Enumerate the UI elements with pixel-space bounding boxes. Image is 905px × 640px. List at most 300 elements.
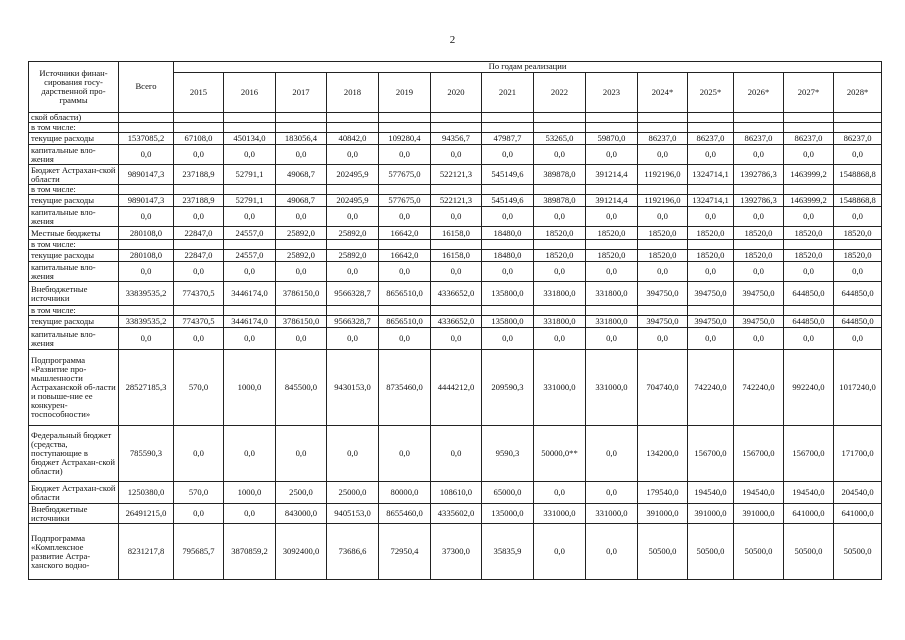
- cell-year-value: [379, 113, 431, 123]
- header-year: 2022: [534, 73, 586, 113]
- cell-year-value: 0,0: [327, 207, 379, 227]
- cell-year-value: 25000,0: [327, 482, 379, 504]
- cell-year-value: [431, 123, 482, 133]
- cell-year-value: 570,0: [174, 482, 224, 504]
- cell-year-value: 80000,0: [379, 482, 431, 504]
- cell-year-value: 0,0: [834, 145, 882, 165]
- cell-year-value: 86237,0: [734, 133, 784, 145]
- cell-year-value: [784, 185, 834, 195]
- cell-year-value: 179540,0: [638, 482, 688, 504]
- cell-year-value: 0,0: [688, 262, 734, 282]
- cell-year-value: [224, 113, 276, 123]
- cell-year-value: 202495,9: [327, 195, 379, 207]
- cell-year-value: 774370,5: [174, 316, 224, 328]
- cell-year-value: 18520,0: [638, 227, 688, 240]
- cell-year-value: [834, 306, 882, 316]
- cell-year-value: 394750,0: [734, 316, 784, 328]
- cell-year-value: 545149,6: [482, 195, 534, 207]
- cell-year-value: [276, 123, 327, 133]
- cell-year-value: 67108,0: [174, 133, 224, 145]
- cell-year-value: [834, 113, 882, 123]
- cell-year-value: 331000,0: [534, 350, 586, 426]
- row-label: текущие расходы: [29, 195, 119, 207]
- row-label: в том числе:: [29, 306, 119, 316]
- cell-year-value: 1192196,0: [638, 165, 688, 185]
- cell-year-value: 0,0: [586, 328, 638, 350]
- cell-year-value: 50500,0: [834, 524, 882, 580]
- cell-year-value: 1548868,8: [834, 195, 882, 207]
- cell-year-value: 0,0: [784, 207, 834, 227]
- cell-year-value: 1463999,2: [784, 165, 834, 185]
- table-row: [29, 240, 882, 250]
- cell-year-value: 18520,0: [586, 250, 638, 262]
- cell-year-value: [586, 240, 638, 250]
- cell-year-value: [534, 240, 586, 250]
- cell-year-value: [734, 240, 784, 250]
- header-year: 2028*: [834, 73, 882, 113]
- cell-year-value: 194540,0: [734, 482, 784, 504]
- cell-year-value: 65000,0: [482, 482, 534, 504]
- cell-year-value: [174, 240, 224, 250]
- cell-year-value: 0,0: [734, 145, 784, 165]
- table-row: [29, 524, 882, 580]
- header-by-years: По годам реализации: [174, 62, 882, 73]
- cell-year-value: 389878,0: [534, 195, 586, 207]
- row-label: ской области): [29, 113, 119, 123]
- cell-total: 9890147,3: [119, 165, 174, 185]
- cell-year-value: 4444212,0: [431, 350, 482, 426]
- cell-year-value: [534, 306, 586, 316]
- table-row: [29, 133, 882, 145]
- cell-year-value: 577675,0: [379, 165, 431, 185]
- cell-year-value: 52791,1: [224, 165, 276, 185]
- cell-year-value: 0,0: [174, 504, 224, 524]
- cell-year-value: [276, 240, 327, 250]
- cell-year-value: 52791,1: [224, 195, 276, 207]
- cell-year-value: 391214,4: [586, 165, 638, 185]
- cell-year-value: 1000,0: [224, 350, 276, 426]
- cell-year-value: 59870,0: [586, 133, 638, 145]
- cell-year-value: 18520,0: [638, 250, 688, 262]
- cell-year-value: 545149,6: [482, 165, 534, 185]
- cell-year-value: 1463999,2: [784, 195, 834, 207]
- cell-year-value: 2500,0: [276, 482, 327, 504]
- cell-year-value: [534, 185, 586, 195]
- cell-year-value: [534, 123, 586, 133]
- cell-year-value: 0,0: [431, 262, 482, 282]
- cell-year-value: 18520,0: [784, 250, 834, 262]
- cell-year-value: 3786150,0: [276, 316, 327, 328]
- cell-year-value: 331800,0: [586, 316, 638, 328]
- header-year: 2021: [482, 73, 534, 113]
- cell-year-value: 108610,0: [431, 482, 482, 504]
- cell-year-value: 0,0: [586, 207, 638, 227]
- row-label: в том числе:: [29, 123, 119, 133]
- cell-year-value: 795685,7: [174, 524, 224, 580]
- cell-year-value: 18480,0: [482, 250, 534, 262]
- cell-year-value: [379, 123, 431, 133]
- table-row: [29, 328, 882, 350]
- cell-year-value: 25892,0: [327, 250, 379, 262]
- cell-year-value: 0,0: [276, 145, 327, 165]
- row-label: Внебюджетные источники: [29, 504, 119, 524]
- cell-year-value: 73686,6: [327, 524, 379, 580]
- cell-year-value: 183056,4: [276, 133, 327, 145]
- row-label: Внебюджетные источники: [29, 282, 119, 306]
- table-row: [29, 227, 882, 240]
- cell-year-value: [784, 123, 834, 133]
- header-year: 2027*: [784, 73, 834, 113]
- cell-year-value: [784, 240, 834, 250]
- cell-year-value: 18520,0: [688, 227, 734, 240]
- cell-total: 0,0: [119, 262, 174, 282]
- cell-year-value: 0,0: [379, 262, 431, 282]
- header-year: 2026*: [734, 73, 784, 113]
- cell-year-value: 9566328,7: [327, 316, 379, 328]
- cell-year-value: 9590,3: [482, 426, 534, 482]
- cell-year-value: 644850,0: [784, 316, 834, 328]
- cell-year-value: 0,0: [534, 262, 586, 282]
- cell-year-value: 86237,0: [834, 133, 882, 145]
- cell-year-value: 156700,0: [734, 426, 784, 482]
- row-label: текущие расходы: [29, 250, 119, 262]
- cell-year-value: [327, 240, 379, 250]
- cell-year-value: 35835,9: [482, 524, 534, 580]
- cell-year-value: 0,0: [379, 207, 431, 227]
- row-label: Федеральный бюджет (средства, поступающие в бюджет Астрахан-ской области): [29, 426, 119, 482]
- cell-year-value: [734, 185, 784, 195]
- cell-year-value: 0,0: [327, 426, 379, 482]
- row-label: капитальные вло-жения: [29, 145, 119, 165]
- cell-year-value: 49068,7: [276, 195, 327, 207]
- cell-year-value: 3446174,0: [224, 316, 276, 328]
- cell-year-value: 331800,0: [534, 316, 586, 328]
- cell-year-value: 1192196,0: [638, 195, 688, 207]
- cell-year-value: 0,0: [784, 145, 834, 165]
- cell-year-value: 16642,0: [379, 250, 431, 262]
- cell-year-value: 0,0: [586, 262, 638, 282]
- cell-year-value: [534, 113, 586, 123]
- header-year: 2024*: [638, 73, 688, 113]
- cell-year-value: 742240,0: [734, 350, 784, 426]
- cell-year-value: 0,0: [224, 262, 276, 282]
- cell-year-value: [431, 113, 482, 123]
- cell-year-value: 135000,0: [482, 504, 534, 524]
- cell-year-value: 24557,0: [224, 227, 276, 240]
- cell-year-value: 0,0: [174, 207, 224, 227]
- cell-year-value: [638, 123, 688, 133]
- cell-year-value: 0,0: [638, 145, 688, 165]
- cell-year-value: 394750,0: [688, 282, 734, 306]
- cell-total: 28527185,3: [119, 350, 174, 426]
- cell-total: 0,0: [119, 145, 174, 165]
- cell-year-value: 0,0: [586, 524, 638, 580]
- header-year: 2016: [224, 73, 276, 113]
- cell-year-value: 0,0: [276, 328, 327, 350]
- table-row: [29, 504, 882, 524]
- cell-total: 33839535,2: [119, 316, 174, 328]
- cell-year-value: 331800,0: [586, 282, 638, 306]
- cell-year-value: 0,0: [534, 207, 586, 227]
- table-row: [29, 113, 882, 123]
- cell-year-value: 134200,0: [638, 426, 688, 482]
- cell-year-value: [482, 113, 534, 123]
- cell-year-value: 53265,0: [534, 133, 586, 145]
- cell-total: 785590,3: [119, 426, 174, 482]
- cell-year-value: 0,0: [224, 207, 276, 227]
- cell-total: 280108,0: [119, 227, 174, 240]
- cell-year-value: [276, 113, 327, 123]
- cell-year-value: 204540,0: [834, 482, 882, 504]
- cell-year-value: 18520,0: [734, 227, 784, 240]
- cell-total: 1250380,0: [119, 482, 174, 504]
- cell-year-value: 0,0: [688, 328, 734, 350]
- cell-year-value: [379, 185, 431, 195]
- cell-year-value: 9430153,0: [327, 350, 379, 426]
- cell-year-value: 72950,4: [379, 524, 431, 580]
- cell-year-value: [327, 185, 379, 195]
- cell-year-value: 4335602,0: [431, 504, 482, 524]
- cell-year-value: 47987,7: [482, 133, 534, 145]
- cell-year-value: 0,0: [734, 207, 784, 227]
- cell-year-value: 394750,0: [638, 282, 688, 306]
- cell-year-value: 0,0: [431, 145, 482, 165]
- cell-year-value: 1324714,1: [688, 195, 734, 207]
- cell-year-value: 202495,9: [327, 165, 379, 185]
- cell-year-value: 1017240,0: [834, 350, 882, 426]
- cell-year-value: 0,0: [431, 207, 482, 227]
- cell-year-value: [834, 123, 882, 133]
- cell-year-value: 3446174,0: [224, 282, 276, 306]
- cell-year-value: 237188,9: [174, 195, 224, 207]
- cell-year-value: 16642,0: [379, 227, 431, 240]
- cell-year-value: 394750,0: [638, 316, 688, 328]
- cell-year-value: 18520,0: [734, 250, 784, 262]
- cell-year-value: 644850,0: [834, 282, 882, 306]
- cell-year-value: [688, 185, 734, 195]
- cell-year-value: [638, 306, 688, 316]
- cell-year-value: 135800,0: [482, 282, 534, 306]
- cell-year-value: 394750,0: [734, 282, 784, 306]
- cell-year-value: [276, 306, 327, 316]
- cell-year-value: [327, 113, 379, 123]
- cell-year-value: 0,0: [638, 207, 688, 227]
- cell-year-value: 0,0: [224, 504, 276, 524]
- cell-total: [119, 123, 174, 133]
- cell-year-value: 0,0: [379, 426, 431, 482]
- cell-total: 33839535,2: [119, 282, 174, 306]
- cell-year-value: 570,0: [174, 350, 224, 426]
- cell-total: [119, 240, 174, 250]
- cell-year-value: [174, 185, 224, 195]
- cell-total: 280108,0: [119, 250, 174, 262]
- table-row: [29, 262, 882, 282]
- cell-year-value: 0,0: [688, 207, 734, 227]
- cell-year-value: 774370,5: [174, 282, 224, 306]
- cell-year-value: 742240,0: [688, 350, 734, 426]
- cell-year-value: 25892,0: [327, 227, 379, 240]
- cell-year-value: 237188,9: [174, 165, 224, 185]
- cell-year-value: 156700,0: [784, 426, 834, 482]
- cell-year-value: [834, 240, 882, 250]
- cell-year-value: 331000,0: [586, 350, 638, 426]
- table-row: [29, 207, 882, 227]
- cell-year-value: 94356,7: [431, 133, 482, 145]
- cell-year-value: 49068,7: [276, 165, 327, 185]
- cell-year-value: 0,0: [276, 207, 327, 227]
- cell-year-value: [638, 240, 688, 250]
- cell-year-value: 0,0: [174, 145, 224, 165]
- cell-year-value: 1324714,1: [688, 165, 734, 185]
- cell-year-value: [586, 185, 638, 195]
- cell-year-value: 156700,0: [688, 426, 734, 482]
- cell-year-value: 22847,0: [174, 250, 224, 262]
- table-row: [29, 282, 882, 306]
- row-label: в том числе:: [29, 185, 119, 195]
- row-label: капитальные вло-жения: [29, 207, 119, 227]
- cell-year-value: 0,0: [174, 262, 224, 282]
- cell-year-value: [638, 185, 688, 195]
- cell-year-value: 0,0: [482, 328, 534, 350]
- cell-total: [119, 113, 174, 123]
- cell-year-value: 18520,0: [834, 227, 882, 240]
- cell-year-value: [224, 185, 276, 195]
- cell-year-value: 843000,0: [276, 504, 327, 524]
- cell-year-value: 16158,0: [431, 227, 482, 240]
- cell-year-value: [224, 240, 276, 250]
- table-row: [29, 350, 882, 426]
- cell-year-value: 18520,0: [534, 250, 586, 262]
- cell-year-value: 522121,3: [431, 195, 482, 207]
- header-year: 2023: [586, 73, 638, 113]
- cell-year-value: 0,0: [638, 328, 688, 350]
- cell-year-value: 50500,0: [734, 524, 784, 580]
- table-row: [29, 185, 882, 195]
- cell-year-value: 25892,0: [276, 250, 327, 262]
- cell-year-value: 0,0: [174, 328, 224, 350]
- cell-year-value: 8656510,0: [379, 316, 431, 328]
- header-year: 2025*: [688, 73, 734, 113]
- cell-year-value: 16158,0: [431, 250, 482, 262]
- cell-year-value: [688, 123, 734, 133]
- cell-year-value: 704740,0: [638, 350, 688, 426]
- cell-year-value: 3870859,2: [224, 524, 276, 580]
- cell-year-value: 0,0: [688, 145, 734, 165]
- row-label: капитальные вло-жения: [29, 262, 119, 282]
- cell-year-value: 0,0: [534, 145, 586, 165]
- cell-year-value: [482, 240, 534, 250]
- cell-year-value: 0,0: [276, 426, 327, 482]
- cell-year-value: 391000,0: [638, 504, 688, 524]
- cell-year-value: 0,0: [734, 328, 784, 350]
- cell-year-value: 641000,0: [784, 504, 834, 524]
- cell-year-value: 0,0: [586, 482, 638, 504]
- cell-year-value: 0,0: [534, 482, 586, 504]
- cell-year-value: 22847,0: [174, 227, 224, 240]
- row-label: Подпрограмма «Комплексное развитие Астра-ханского водно-: [29, 524, 119, 580]
- cell-year-value: [482, 123, 534, 133]
- cell-total: [119, 306, 174, 316]
- cell-year-value: 0,0: [784, 328, 834, 350]
- financing-table: [28, 61, 882, 580]
- cell-year-value: [174, 123, 224, 133]
- cell-year-value: 4336652,0: [431, 316, 482, 328]
- cell-year-value: 86237,0: [638, 133, 688, 145]
- cell-year-value: [688, 306, 734, 316]
- cell-year-value: 8655460,0: [379, 504, 431, 524]
- cell-year-value: [224, 306, 276, 316]
- cell-year-value: 4336652,0: [431, 282, 482, 306]
- row-label: в том числе:: [29, 240, 119, 250]
- cell-year-value: [224, 123, 276, 133]
- cell-year-value: [586, 123, 638, 133]
- cell-year-value: [327, 306, 379, 316]
- cell-year-value: 0,0: [224, 145, 276, 165]
- cell-year-value: [784, 306, 834, 316]
- cell-year-value: 25892,0: [276, 227, 327, 240]
- cell-year-value: 3786150,0: [276, 282, 327, 306]
- cell-year-value: 0,0: [276, 262, 327, 282]
- table-row: [29, 145, 882, 165]
- cell-year-value: 0,0: [482, 262, 534, 282]
- cell-year-value: 40842,0: [327, 133, 379, 145]
- cell-year-value: 209590,3: [482, 350, 534, 426]
- cell-year-value: [784, 113, 834, 123]
- row-label: Подпрограмма «Развитие про-мышленности Астраханской об-ласти и повыше-ние ее конкурен-тоспособности»: [29, 350, 119, 426]
- table-row: [29, 482, 882, 504]
- cell-total: [119, 185, 174, 195]
- cell-year-value: 109280,4: [379, 133, 431, 145]
- cell-year-value: [327, 123, 379, 133]
- header-year: 2017: [276, 73, 327, 113]
- cell-year-value: [638, 113, 688, 123]
- cell-year-value: [174, 113, 224, 123]
- cell-year-value: 0,0: [834, 207, 882, 227]
- cell-year-value: 391000,0: [734, 504, 784, 524]
- header-year: 2018: [327, 73, 379, 113]
- cell-year-value: [379, 306, 431, 316]
- cell-year-value: 8656510,0: [379, 282, 431, 306]
- cell-year-value: 389878,0: [534, 165, 586, 185]
- cell-year-value: [431, 306, 482, 316]
- cell-year-value: 50500,0: [688, 524, 734, 580]
- header-year: 2020: [431, 73, 482, 113]
- cell-total: 8231217,8: [119, 524, 174, 580]
- cell-year-value: 0,0: [638, 262, 688, 282]
- cell-year-value: [734, 123, 784, 133]
- cell-year-value: 50000,0**: [534, 426, 586, 482]
- cell-year-value: 3092400,0: [276, 524, 327, 580]
- table-row: [29, 306, 882, 316]
- cell-year-value: 18520,0: [784, 227, 834, 240]
- cell-year-value: 18520,0: [834, 250, 882, 262]
- row-label: Бюджет Астрахан-ской области: [29, 165, 119, 185]
- cell-total: 26491215,0: [119, 504, 174, 524]
- cell-year-value: 0,0: [327, 328, 379, 350]
- cell-year-value: 577675,0: [379, 195, 431, 207]
- cell-year-value: 1392786,3: [734, 195, 784, 207]
- cell-year-value: 394750,0: [688, 316, 734, 328]
- cell-year-value: [482, 306, 534, 316]
- row-label: текущие расходы: [29, 316, 119, 328]
- cell-year-value: 8735460,0: [379, 350, 431, 426]
- cell-year-value: 0,0: [379, 145, 431, 165]
- cell-year-value: 0,0: [534, 328, 586, 350]
- cell-year-value: 845500,0: [276, 350, 327, 426]
- cell-year-value: [688, 240, 734, 250]
- cell-year-value: 331000,0: [586, 504, 638, 524]
- cell-total: 1537085,2: [119, 133, 174, 145]
